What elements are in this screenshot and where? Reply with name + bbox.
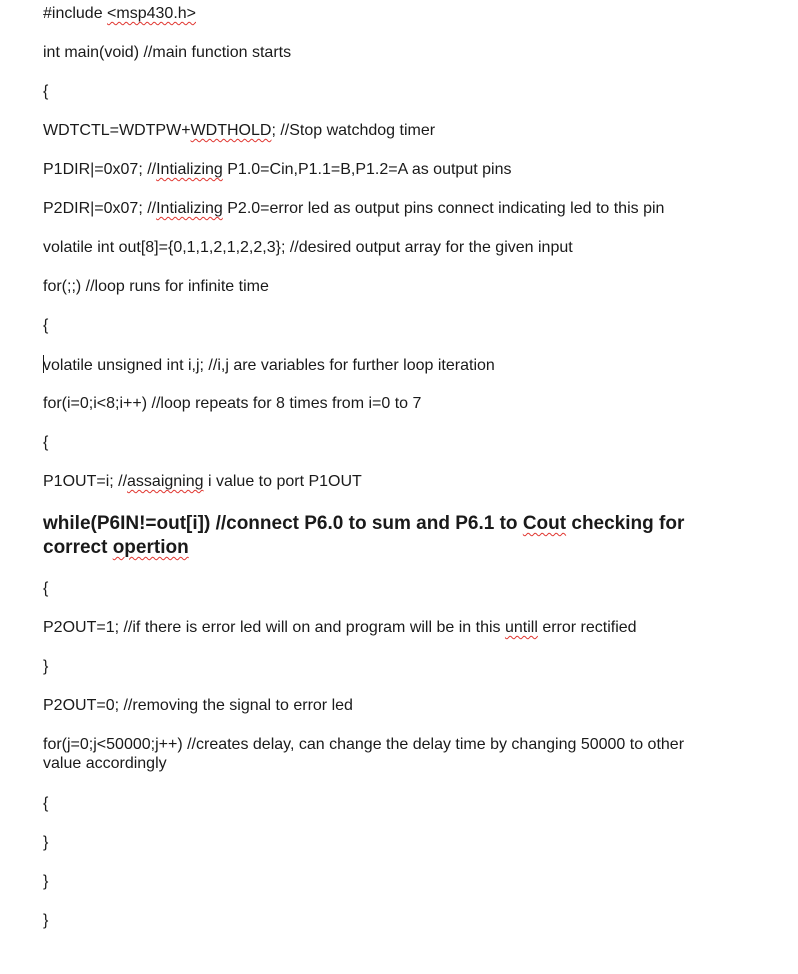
code-text: P1OUT=i; // (43, 473, 128, 490)
code-text: error rectified (537, 619, 637, 636)
code-text: P1DIR|=0x07; // (43, 161, 157, 178)
code-text: olatile unsigned int i,j; //i,j are variables for further loop iteration (51, 357, 495, 374)
code-line-out-array: volatile int out[8]={0,1,1,2,1,2,2,3}; //desired output array for the given input (43, 239, 573, 256)
code-text: WDTCTL=WDTPW+ (43, 122, 191, 139)
code-line-p2out-0: P2OUT=0; //removing the signal to error led (43, 697, 353, 714)
code-text: checking for correct (43, 513, 685, 558)
code-line-brace-close: } (43, 658, 49, 675)
code-line-wdtctl (43, 121, 435, 140)
code-line-for-i: for(i=0;i<8;i++) //loop repeats for 8 times from i=0 to 7 (43, 395, 422, 412)
spellcheck-word: assaigning (127, 473, 204, 490)
code-text: P2DIR|=0x07; // (43, 200, 157, 217)
code-line-for-infinite: for(;;) //loop runs for infinite time (43, 278, 269, 295)
spellcheck-word: <msp430.h> (107, 5, 196, 22)
code-line-brace-open: { (43, 434, 49, 451)
spellcheck-word: Cout (522, 513, 567, 534)
code-line-brace-open: { (43, 580, 49, 597)
code-text: i value to port P1OUT (203, 473, 362, 490)
code-line-brace-close: } (43, 873, 49, 890)
code-text: v (43, 357, 51, 374)
spellcheck-word: Intializing (156, 161, 223, 178)
code-line-p1out (43, 472, 362, 491)
code-line-while (43, 512, 743, 560)
spellcheck-word: Intializing (156, 200, 223, 217)
code-text: P2.0=error led as output pins connect indicating led to this pin (222, 200, 665, 217)
code-line-main: int main(void) //main function starts (43, 44, 292, 61)
code-text: while(P6IN!=out[i]) //connect P6.0 to sum and P6.1 to (43, 513, 523, 534)
code-line-p2dir (43, 199, 664, 218)
code-line-brace-close: } (43, 834, 49, 851)
code-line-brace-open: { (43, 795, 49, 812)
code-text: ; //Stop watchdog timer (271, 122, 436, 139)
code-line-volatile-ij (43, 355, 495, 375)
spellcheck-word: untill (504, 619, 538, 636)
code-text: P2OUT=1; //if there is error led will on and program will be in this (43, 619, 505, 636)
code-line-brace-open: { (43, 317, 49, 334)
spellcheck-word: opertion (112, 537, 189, 558)
code-line-p2out-1 (43, 618, 637, 637)
code-line-brace-open: { (43, 83, 49, 100)
code-line-brace-close: } (43, 912, 49, 929)
code-line-for-j: for(j=0;j<50000;j++) //creates delay, can change the delay time by changing 50000 to other value accordingly (43, 736, 685, 772)
include-keyword: #include (43, 5, 108, 22)
code-line-p1dir (43, 160, 511, 179)
code-line-include (43, 4, 196, 23)
spellcheck-word: WDTHOLD (190, 122, 272, 139)
code-text: P1.0=Cin,P1.1=B,P1.2=A as output pins (222, 161, 512, 178)
